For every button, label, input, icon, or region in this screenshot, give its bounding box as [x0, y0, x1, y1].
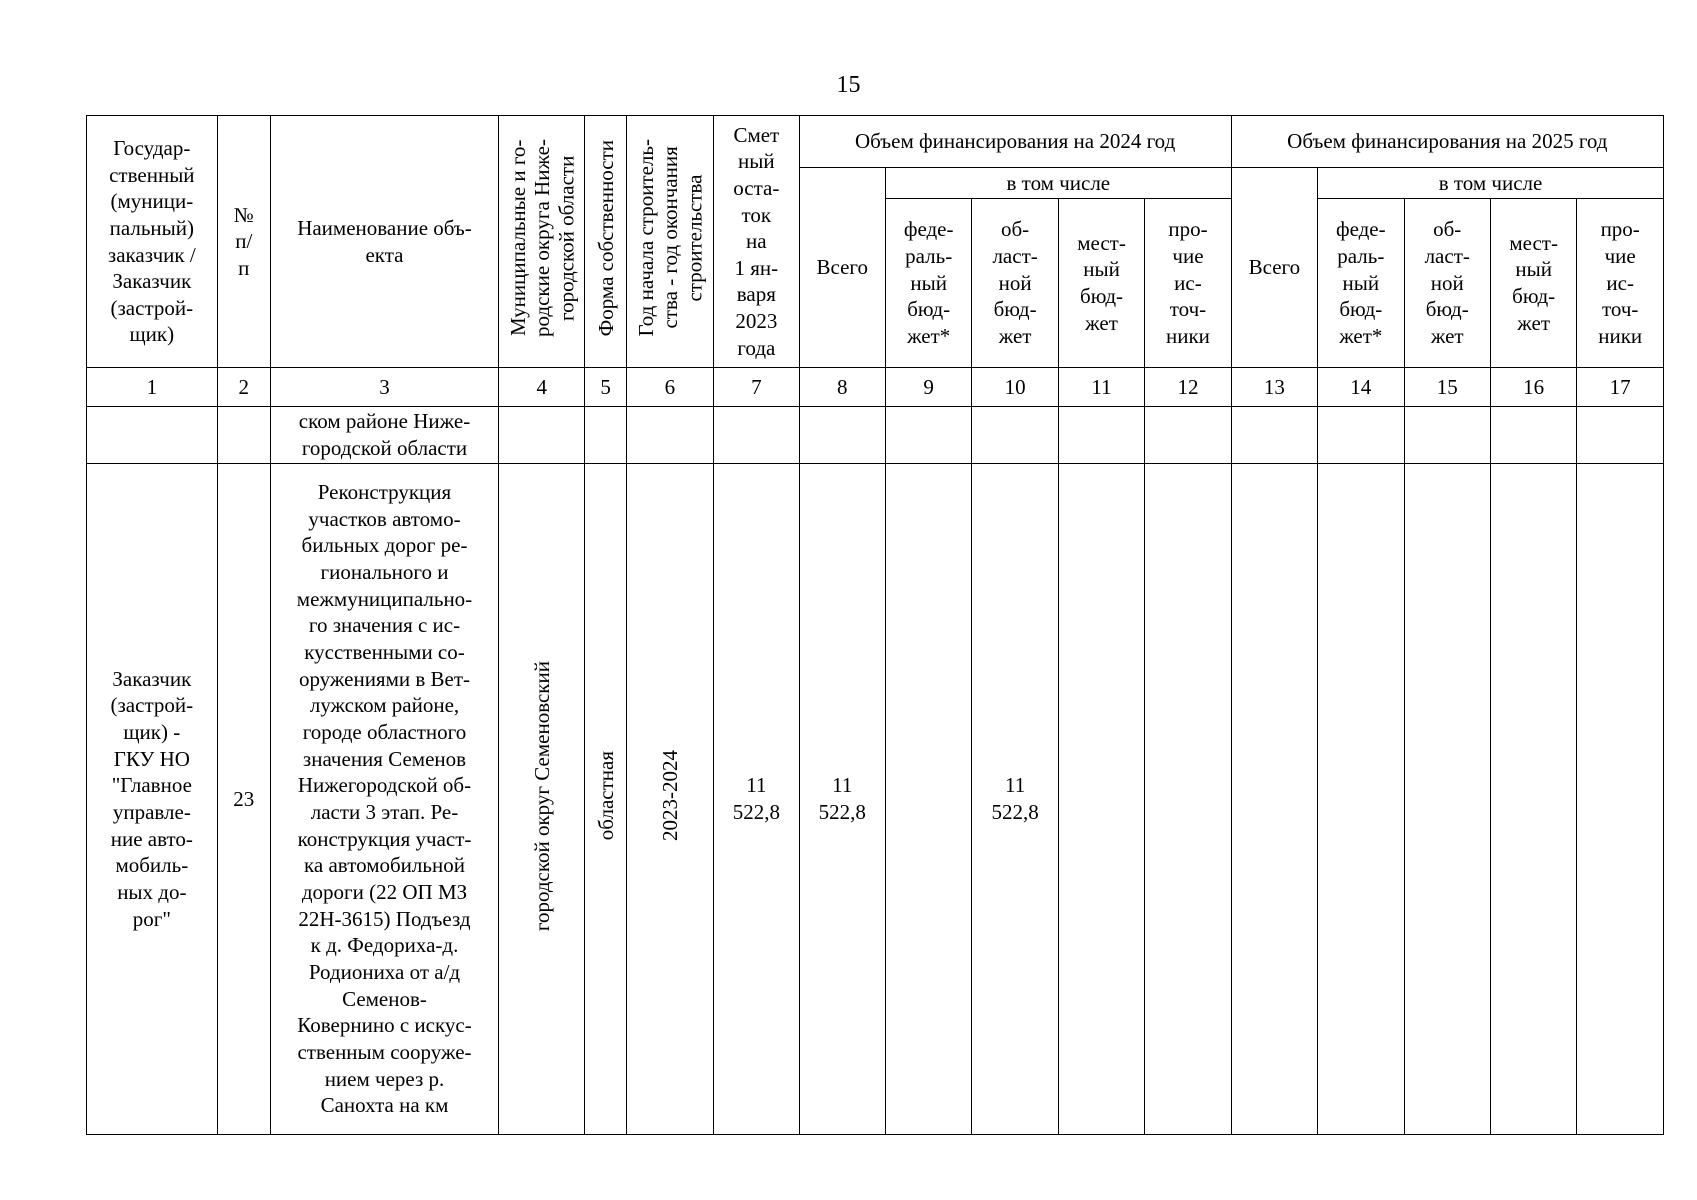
object-name-cell: Реконструкция участков автомо- бильных дорог ре- гионального и межмуниципально- го значения с ис- кусственными со- оружениями в Вет- лужском районе, городе областного значения Семенов Нижегородской об- ласти 3 этап. Ре- конструкция участ- ка автомобильной дороги (22 ОП МЗ 22Н-3615) Подъезд к д. Федориха-д. Родиониха от а/д Семенов- Ковернино с искус- ственным сооруже- нием через р. Санохта на км	[270, 464, 498, 1135]
table-cell	[1318, 407, 1404, 464]
column-number: 13	[1231, 368, 1317, 407]
header-total-2024: Всего	[799, 168, 885, 368]
header-federal-2025: феде- раль- ный бюд- жет*	[1318, 199, 1404, 368]
estimate-balance-cell: 11 522,8	[714, 464, 799, 1135]
header-estimate-balance: Смет ный оста- ток на 1 ян- варя 2023 года	[714, 116, 799, 368]
federal-2024-cell	[885, 464, 971, 1135]
header-including-2025: в том числе	[1318, 168, 1664, 199]
header-customer: Государ- ственный (муници- пальный) заказчик / Заказчик (застрой- щик)	[87, 116, 218, 368]
column-number: 15	[1404, 368, 1490, 407]
other-2024-cell	[1145, 464, 1231, 1135]
header-number: № п/ п	[217, 116, 270, 368]
row-number-cell: 23	[217, 464, 270, 1135]
local-2024-cell	[1058, 464, 1144, 1135]
table-cell	[1145, 407, 1231, 464]
header-regional-2025: об- ласт- ной бюд- жет	[1404, 199, 1490, 368]
column-number: 7	[714, 368, 799, 407]
table-cell	[972, 407, 1058, 464]
table-cell	[799, 407, 885, 464]
column-number: 3	[270, 368, 498, 407]
column-number: 8	[799, 368, 885, 407]
financing-table	[86, 115, 1664, 1135]
header-financing-2025: Объем финансирования на 2025 год	[1231, 116, 1663, 168]
header-row-1	[87, 116, 1664, 168]
other-2025-cell	[1577, 464, 1664, 1135]
continuation-row	[87, 407, 1664, 464]
column-number: 9	[885, 368, 971, 407]
column-number: 12	[1145, 368, 1231, 407]
column-number: 4	[499, 368, 585, 407]
header-regional-2024: об- ласт- ной бюд- жет	[972, 199, 1058, 368]
column-number: 11	[1058, 368, 1144, 407]
header-financing-2024: Объем финансирования на 2024 год	[799, 116, 1231, 168]
federal-2025-cell	[1318, 464, 1404, 1135]
table-cell	[585, 407, 626, 464]
header-ownership-form: Форма собственности	[585, 116, 626, 368]
column-number: 1	[87, 368, 218, 407]
customer-cell: Заказчик (застрой- щик) - ГКУ НО "Главное управле- ние авто- мобиль- ных до- рог"	[87, 464, 218, 1135]
construction-years-cell: 2023-2024	[626, 464, 713, 1135]
column-number: 16	[1490, 368, 1576, 407]
table-cell	[1231, 407, 1317, 464]
table-cell	[217, 407, 270, 464]
ownership-form-cell: областная	[585, 464, 626, 1135]
header-federal-2024: феде- раль- ный бюд- жет*	[885, 199, 971, 368]
header-municipal-district: Муниципальные и го- родские округа Ниже- городской области	[499, 116, 585, 368]
header-local-2024: мест- ный бюд- жет	[1058, 199, 1144, 368]
header-including-2024: в том числе	[885, 168, 1231, 199]
total-2024-cell: 11 522,8	[799, 464, 885, 1135]
regional-2025-cell	[1404, 464, 1490, 1135]
header-object-name: Наименование объ- екта	[270, 116, 498, 368]
column-number: 6	[626, 368, 713, 407]
municipal-district-cell: городской округ Семеновский	[499, 464, 585, 1135]
table-cell	[885, 407, 971, 464]
column-numbers-row	[87, 368, 1664, 407]
table-cell	[1058, 407, 1144, 464]
regional-2024-cell: 11 522,8	[972, 464, 1058, 1135]
header-construction-years: Год начала строитель- ства - год окончания строительства	[626, 116, 713, 368]
table-cell	[1490, 407, 1576, 464]
header-other-2025: про- чие ис- точ- ники	[1577, 199, 1664, 368]
local-2025-cell	[1490, 464, 1576, 1135]
table-cell	[714, 407, 799, 464]
header-local-2025: мест- ный бюд- жет	[1490, 199, 1576, 368]
column-number: 5	[585, 368, 626, 407]
column-number: 10	[972, 368, 1058, 407]
table-cell	[1404, 407, 1490, 464]
total-2025-cell	[1231, 464, 1317, 1135]
page-number: 15	[836, 72, 861, 98]
continuation-object-name: ском районе Ниже- городской области	[270, 407, 498, 464]
header-total-2025: Всего	[1231, 168, 1317, 368]
table-cell	[626, 407, 713, 464]
table-cell	[87, 407, 218, 464]
column-number: 14	[1318, 368, 1404, 407]
column-number: 2	[217, 368, 270, 407]
table-cell	[1577, 407, 1664, 464]
header-other-2024: про- чие ис- точ- ники	[1145, 199, 1231, 368]
table-cell	[499, 407, 585, 464]
table-row	[87, 464, 1664, 1135]
column-number: 17	[1577, 368, 1664, 407]
